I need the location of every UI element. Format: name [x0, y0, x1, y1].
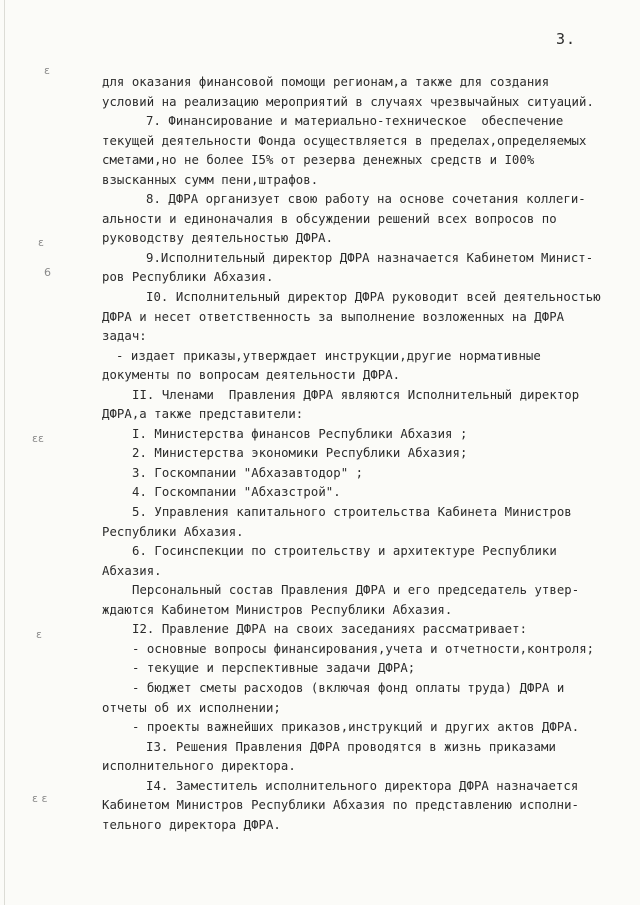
text-line: условий на реализацию мероприятий в случаях чрезвычайных ситуаций. [102, 94, 594, 109]
text-line: II. Членами Правления ДФРА являются Исполнительный директор [132, 387, 580, 402]
text-line: Персональный состав Правления ДФРА и его председатель утвер- [132, 583, 580, 598]
margin-mark: ε ε [32, 792, 48, 805]
text-line: - текущие и перспективные задачи ДФРА; [132, 661, 416, 676]
text-line: 4. Госкомпании "Абхазстрой". [132, 485, 341, 500]
text-line: Кабинетом Министров Республики Абхазия по представлению исполни- [102, 798, 580, 813]
text-line: 6. Госинспекции по строительству и архитектуре Республики [132, 544, 557, 559]
text-line: альности и единоначалия в обсуждении решений всех вопросов по [102, 211, 557, 226]
text-line: Республики Абхазия. [102, 524, 244, 539]
text-line: 9.Исполнительный директор ДФРА назначается Кабинетом Минист- [146, 250, 594, 265]
text-line: I4. Заместитель исполнительного директора ДФРА назначается [146, 778, 579, 793]
text-line: для оказания финансовой помощи регионам,а также для создания [102, 75, 550, 89]
page-number: 3. [556, 30, 577, 48]
text-line: взысканных сумм пени,штрафов. [102, 172, 319, 187]
text-line: исполнительного директора. [102, 759, 296, 774]
text-line: - проекты важнейших приказов,инструкций и других актов ДФРА. [132, 720, 580, 735]
text-line: - издает приказы,утверждает инструкции,другие нормативные [116, 348, 541, 363]
margin-mark: εε [32, 432, 44, 445]
text-line: ДФРА и несет ответственность за выполнение возложенных на ДФРА [102, 309, 565, 324]
text-line: ждаются Кабинетом Министров Республики Абхазия. [102, 602, 453, 617]
text-line: задач: [102, 329, 147, 344]
text-line: I0. Исполнительный директор ДФРА руководит всей деятельностью [146, 290, 601, 305]
text-line: 5. Управления капитального строительства Кабинета Министров [132, 505, 572, 520]
text-line: документы по вопросам деятельности ДФРА. [102, 368, 401, 383]
text-line: ДФРА,а также представители: [102, 407, 304, 422]
text-line: 2. Министерства экономики Республики Абхазия; [132, 446, 468, 461]
text-line: I. Министерства финансов Республики Абхазия ; [132, 426, 468, 441]
text-line: ров Республики Абхазия. [102, 270, 274, 285]
text-line: I2. Правление ДФРА на своих заседаниях рассматривает: [132, 622, 528, 637]
text-line: - бюджет сметы расходов (включая фонд оплаты труда) ДФРА и [132, 680, 565, 695]
text-line: I3. Решения Правления ДФРА проводятся в жизнь приказами [146, 739, 556, 754]
text-line: тельного директора ДФРА. [102, 817, 281, 832]
document-body [102, 73, 622, 835]
text-line: - основные вопросы финансирования,учета и отчетности,контроля; [132, 641, 595, 656]
text-line: сметами,но не более I5% от резерва денежных средств и I00% [102, 153, 535, 168]
text-line: 8. ДФРА организует свою работу на основе сочетания коллеги- [146, 192, 586, 207]
text-line: отчеты об их исполнении; [102, 700, 281, 715]
margin-mark: ε [38, 236, 44, 249]
text-line: Абхазия. [102, 563, 162, 578]
margin-mark: ε [36, 628, 42, 641]
text-line: 7. Финансирование и материально-техническое обеспечение [146, 114, 564, 129]
text-line: 3. Госкомпании "Абхазавтодор" ; [132, 465, 364, 480]
text-line: руководству деятельностью ДФРА. [102, 231, 334, 246]
text-line: текущей деятельности Фонда осуществляется в пределах,определяемых [102, 133, 587, 148]
margin-mark: ε [44, 64, 50, 77]
scan-edge [4, 0, 5, 905]
margin-mark: 6 [44, 266, 51, 279]
